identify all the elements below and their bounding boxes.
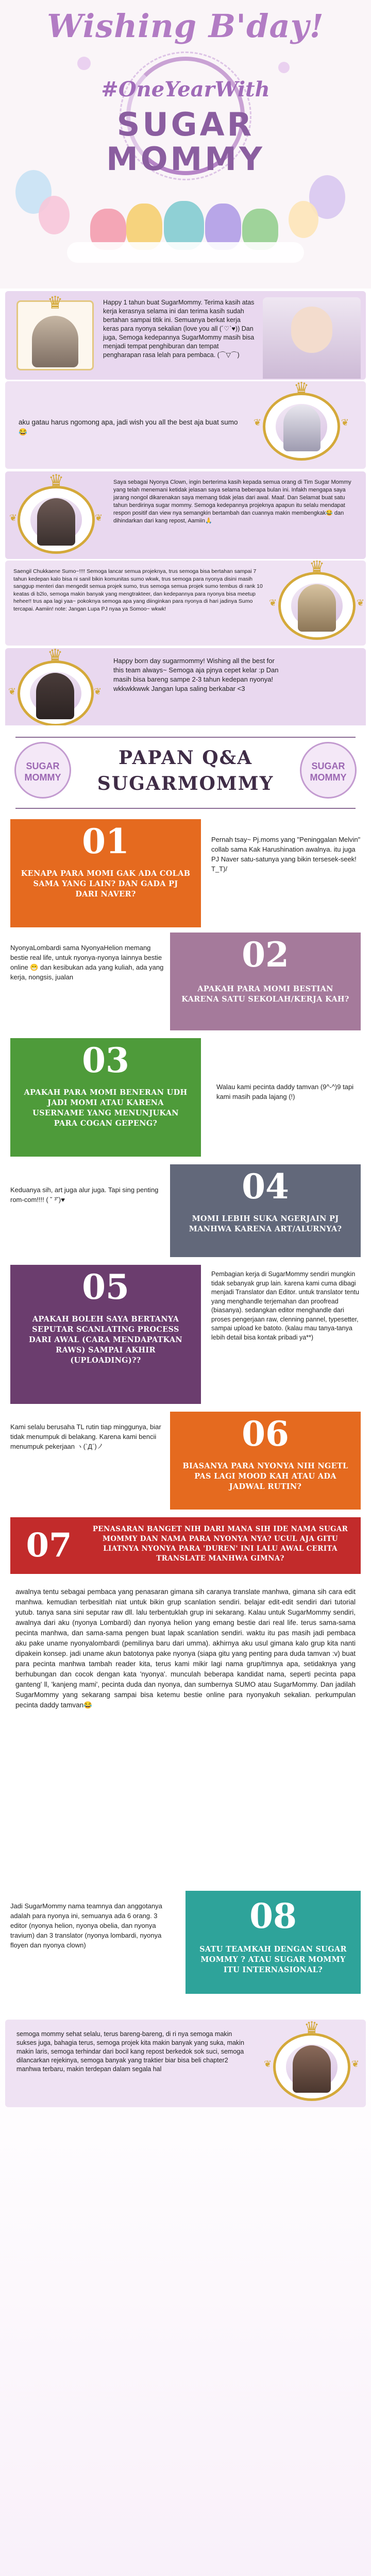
logo-text-mommy: MOMMY (310, 772, 347, 783)
qa-answer-05: Pembagian kerja di SugarMommy sendiri mungkin tidak sebanyak grup lain. karena kami cuma dibagi menjadi Translator dan Editor. untuk translator tentu yang menghandle terjemahan dan proofread (biasanya). sedangkan editor menghandle dari proses pengerjaan raw, clenning pannel, typesetter, sampai upload ke batoto. (kalau mau tanya-tanya lebih detail bisa kontak pribadi ya**) (211, 1270, 359, 1341)
question-text: MOMI LEBIH SUKA NGERJAIN PJ MANHWA KARENA ART/ALURNYA? (189, 1214, 342, 1233)
qa-question-06 (170, 1412, 361, 1510)
question-number: 05 (82, 1267, 129, 1307)
logo-text-mommy: MOMMY (106, 140, 265, 178)
sugarmommy-logo (14, 742, 71, 799)
cloud-decoration (67, 242, 304, 263)
question-text: APAKAH PARA MOMI BENERAN UDH JADI MOMI ATAU KARENA USERNAME YANG MENUNJUKAN PARA COGAN GEPENG? (24, 1088, 188, 1128)
message-text: Saengil Chukkaene Sumo~!!!! Semoga lancar semua projeknya, trus semoga bisa bertahan sampai 7 tahun kedepan kalo bisa ni sanil bikin komunitas sumo wkwk, trus semoga para nyonya disini masih sanggup menteri dan mengedit semua projek sumo, trus semoga semua projek sumo tembus di rank 10 keatas di b2lo, semoga makin banyak yang mengtrakteer, dan kedepannya para nyonya bisa meetup hehee!! trus apa lagi yaa~ pokoknya semoga apa yang diinginkan para nyonya di hari jadinya Sumo tercapai. Aamiin! note: Jangan Lupa PJ nyaa ya Somoo~ wkwk! (13, 568, 263, 612)
laurel-icon: ❦ (94, 686, 102, 697)
avatar-figure (293, 2045, 331, 2093)
qa-answer-03: Walau kami pecinta daddy tamvan (9^-^)9 tapi kami masih pada lajang (!) (216, 1083, 354, 1100)
divider (15, 737, 356, 738)
qa-title-line1: PAPAN Q&A (119, 747, 252, 769)
question-text: KENAPA PARA MOMI GAK ADA COLAB SAMA YANG LAIN? DAN GADA PJ DARI NAVER? (21, 869, 191, 899)
question-number: 03 (82, 1040, 129, 1080)
question-text: BIASANYA PARA NYONYA NIH NGETL PAS LAGI MOOD KAH ATAU ADA JADWAL RUTIN? (182, 1462, 348, 1491)
crown-icon: ♛ (293, 381, 310, 399)
qa-answer-02: NyonyaLombardi sama NyonyaHelion memang bestie real life, untuk nyonya-nyonya lainnya bestie online 😁 dan kesibukan ada yang kuliah, ada yang kerja, nongsis, jualan (10, 944, 164, 981)
message-card (5, 648, 366, 731)
logo-text-sugar: SUGAR (116, 106, 255, 143)
crown-icon: ♛ (47, 293, 63, 313)
balloon-decoration (289, 201, 318, 238)
question-number: 07 (26, 1526, 72, 1565)
avatar-figure (37, 498, 75, 546)
question-text: APAKAH BOLEH SAYA BERTANYA SEPUTAR SCANLATING PROCESS DARI AWAL (CARA MENDAPATKAN RAWS) SAMPAI AKHIR (UPLOADING)?? (29, 1315, 182, 1365)
laurel-icon: ❦ (341, 417, 349, 428)
message-card (5, 561, 366, 646)
divider (15, 808, 356, 809)
balloon-decoration (77, 57, 91, 70)
page-title: Wishing B'day! (47, 7, 324, 45)
laurel-icon: ❦ (351, 2059, 360, 2069)
qa-title-line2: SUGARMOMMY (97, 773, 274, 794)
hashtag-text: #OneYearWith (101, 77, 270, 101)
crown-icon: ♛ (48, 471, 64, 491)
balloon-decoration (278, 62, 290, 73)
sugarmommy-logo (300, 742, 357, 799)
avatar-figure (32, 316, 78, 367)
question-number: 01 (82, 821, 129, 861)
qa-answer-06: Kami selalu berusaha TL rutin tiap minggunya, biar tidak menumpuk di belakang. Karena kami bencii menumpuk pekerjaan ヽ(`Д´)ノ (10, 1423, 161, 1450)
qa-answer-04: Keduanya sih, art juga alur juga. Tapi sing penting rom-com!!!! ( ˘ ³˘)♥ (10, 1186, 159, 1204)
avatar-figure (283, 405, 321, 451)
qa-question-02 (170, 933, 361, 1030)
qa-question-05 (10, 1265, 201, 1404)
avatar-figure (298, 584, 336, 632)
qa-question-01 (10, 819, 201, 927)
laurel-icon: ❦ (264, 2059, 272, 2069)
logo-text-sugar: SUGAR (311, 761, 345, 771)
message-card (5, 2020, 366, 2107)
laurel-icon: ❦ (8, 686, 16, 697)
avatar-figure (36, 673, 74, 719)
laurel-icon: ❦ (254, 417, 262, 428)
laurel-icon: ❦ (269, 598, 277, 608)
message-card (5, 471, 366, 559)
question-text: APAKAH PARA MOMI BESTIAN KARENA SATU SEKOLAH/KERJA KAH? (181, 985, 349, 1004)
crown-icon: ♛ (303, 2020, 320, 2038)
qa-answer-07: awalnya tentu sebagai pembaca yang penasaran gimana sih caranya translate manhwa, gimana sih cara edit manhwa. kemudian terbesitlah niat untuk bikin grup scanlation sendiri. belajar edit-edit sendiri dari tutorial yutub. tanya sana sini seputar raw dll. lalu terbentuklah grup ini sekarang. Kalau untuk SugarMommy sendiri, awalnya dari aku (nyonya Lombardi) dan nyonya helion yang emang bestie dari real life. terus sama-sama pecinta manhwa, dan sama-sama pengen buat lapak scanlation sendiri. waktu itu pas masih jadi pembaca aku pake uname nyonyalombardi (pemilinya baru dari umma). akhirnya aku usul gimana kalo grup kita nanti dipakein konsep. jadi uname akun batotonya pake nyonya (siapa gitu yang penting para duda tamvan :v) buat para pecinta manhwa tambah reader kita, terus kami mikir lagi nama grup/timnya apa, setidaknya yang berhubungan dan cocok dengan kata 'nyonya'. munculah beberapa kandidat nama, seperti pecinta papa ganteng' ll, 'kanjeng mami', pecinta duda dan nyonya, dan sumbernya SUMO atau SugarMommy. Dan jadilah SugarMommy yang sekarang sampai bisa ketemu bestie online para nyonyakuh sekalian. perkumpulan pecinta daddy tamvan😂 (15, 1588, 356, 1709)
message-text: Happy 1 tahun buat SugarMommy. Terima kasih atas kerja kerasnya selama ini dan terima kasih sudah bertahan sampai titik ini. Semuanya berkat kerja keras para nyonya sekalian (love you all (´♡`♥)) Dan juga, Semoga kedepannya SugarMommy masih bisa menjadi tempat penghiburan dan tempat pengharapan rasa lelah para pembaca. (⌒▽⌒) (103, 299, 255, 359)
question-text: PENASARAN BANGET NIH DARI MANA SIH IDE NAMA SUGAR MOMMY DAN NAMA PARA NYONYA NYA? UCUL AJA GITU LIATNYA NYONYA PARA 'DUREN' INI LALU AWAL CERITA TRANSLATE MANHWA GIMNA? (92, 1525, 348, 1563)
qa-question-08 (185, 1891, 361, 1994)
logo-text-sugar: SUGAR (26, 761, 60, 771)
balloon-decoration (39, 196, 70, 234)
qa-answer-01: Pernah tsay~ Pj.moms yang "Peninggalan Melvin" collab sama Kak Harushination awalnya. itu juga PJ Naver satu-satunya yang bikin tersesek-seek! T_T)/ (211, 836, 361, 873)
message-text: semoga mommy sehat selalu, terus bareng-bareng, di ri nya semoga makin sukses juga, bahagia terus, semoga projek kita makin banyak yang suka, makin makin laris, semoga terhindar dari bocil kang repost berkedok sok suci, semoga dilancarkan rejekinya, semoga banyak yang traktier biar bisa beli chapter2 manhwa terbaru, makin terdepan dalam segala hal (16, 2030, 244, 2073)
laurel-icon: ❦ (9, 513, 18, 523)
question-text: SATU TEAMKAH DENGAN SUGAR MOMMY ? ATAU SUGAR MOMMY ITU INTERNASIONAL? (199, 1945, 347, 1974)
crown-icon: ♛ (47, 648, 63, 666)
birthday-header (0, 0, 371, 289)
message-text: Happy born day sugarmommy! Wishing all the best for this team always~ Semoga aja pjnya cepet kelar :p Dan masih bisa bareng sampe 2-3 tahun kedepan nyonya! wkkwkkwwk Jangan lupa saling berkabar <3 (113, 657, 279, 692)
question-number: 06 (242, 1414, 289, 1454)
logo-text-mommy: MOMMY (24, 772, 61, 783)
laurel-icon: ❦ (95, 513, 103, 523)
message-card (5, 291, 366, 380)
message-card (5, 381, 366, 469)
qa-question-03 (10, 1038, 201, 1157)
crown-icon: ♛ (309, 561, 325, 577)
qa-question-07 (10, 1517, 361, 1574)
laurel-icon: ❦ (357, 598, 365, 608)
question-number: 08 (249, 1896, 297, 1936)
message-text: Saya sebagai Nyonya Clown, ingin berterima kasih kepada semua orang di Tim Sugar Mommy yang telah menemani ketidak jelasan saya selama beberapa bulan ini. Infakh mengapa saya jarang nongol dikarenakan saya memang tidak jelas dari awal. Maaf. Dan Selamat buat satu tahun berdirinya sugar mommy. Semoga kedepannya projeknya apapun itu selalu mendapat respon positif dan view nya semangkin bertambah dan cuannya makin membengkak😂 dan dihindarkan dari kang repost, Aamiin🙏 (113, 479, 351, 524)
character-art-face (291, 307, 332, 353)
question-number: 04 (242, 1166, 289, 1207)
qa-question-04 (170, 1164, 361, 1257)
qa-answer-08: Jadi SugarMommy nama teamnya dan anggotanya adalah para nyonya ini, semuanya ada 6 orang. 3 editor (nyonya helion, nyonya obelia, dan nyonya travium) dan 3 translator (nyonya lombardi, nyonya floyen dan nyonya clown) (10, 1902, 162, 1949)
message-text: aku gatau harus ngomong apa, jadi wish you all the best aja buat sumo 😂 (19, 418, 238, 436)
question-number: 02 (242, 935, 289, 975)
